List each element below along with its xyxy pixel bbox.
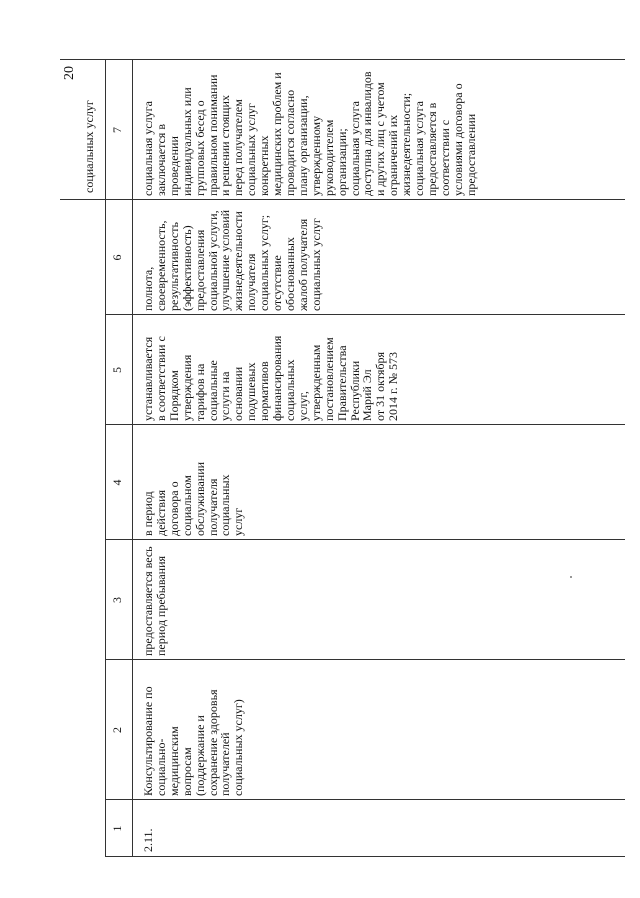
cell-line: получателей [218,732,233,796]
cell-line: предоставляется в [424,102,439,196]
cell-line: социально- [153,738,168,796]
cell-line: групповых бесед о [192,100,207,196]
header-col-3: 3 [110,597,124,603]
previous-row-continuation: социальных услуг [82,100,96,193]
cell-line: социальных услуг) [231,699,246,796]
cell-line: (эффективность) [179,225,194,311]
cell-quality [142,204,323,311]
cell-term [142,429,245,536]
cell-period [142,544,168,656]
cell-tariff [142,319,400,421]
cell-line: получателя [244,253,259,311]
cell-line: предоставления [192,229,207,311]
cell-line: социальных услуг; [257,214,272,311]
cell-line: в соответствии с [153,336,168,421]
header-col-4: 4 [110,479,124,486]
cell-line: социальные [205,360,220,421]
cell-line: утвержденному [308,115,323,196]
header-col-5: 5 [110,367,124,373]
cell-line: отсутствие [270,255,285,311]
cell-line: улучшение условий [218,209,233,311]
cell-line: социальная услуга [347,101,362,196]
header-col-1: 1 [110,825,124,832]
cell-line: заключается в [153,124,168,196]
cell-line: конкретных [257,135,272,196]
cell-line: Консультирование по [141,686,155,796]
cell-line: получателя [205,478,220,536]
cell-line: ограничений их [386,114,401,196]
cell-line: Правительства [334,345,349,421]
cell-line: жалоб получателя [295,218,310,311]
cell-line: жизнедеятельности; [399,92,414,196]
cell-line: действия [153,489,168,536]
header-col-6: 6 [110,254,124,261]
header-col-2: 2 [110,727,124,733]
cell-line: период пребывания [153,555,168,656]
header-bottom-border [132,60,133,857]
col-border-3 [105,539,625,540]
cell-line: обслуживании [192,461,207,536]
cell-line: основании [231,366,246,421]
cell-line: условиями договора о [450,83,465,196]
cell-line: услуг, [295,391,310,421]
cell-line: индивидуальных или [179,87,194,196]
cell-number: 2.11. [141,828,155,852]
cell-line: предоставляется весь [141,546,155,656]
cell-line: результативность [166,222,181,311]
cell-line: нормативов [257,361,272,421]
cell-line: от 31 октября [373,352,388,421]
table-top-border [105,60,106,857]
cell-line: доступна для инвалидов [360,71,375,196]
cell-conditions [142,64,478,196]
cell-line: социальных услуг [244,103,259,196]
cell-line: утверждения [179,354,194,421]
cell-line: и других лиц с учетом [373,82,388,196]
col-border-7 [60,59,625,60]
cell-line: финансирования [270,335,285,421]
cell-line: медицинских проблем и [270,72,285,196]
cell-line: соответствии с [437,119,452,196]
cell-line: проводится согласно [282,89,297,196]
cell-line: социальном [179,475,194,536]
cell-line: перед получателем [231,99,246,196]
cell-line: плану организации, [295,95,310,196]
cell-line: жизнедеятельности [231,211,246,311]
cell-line: медицинским [166,726,181,796]
cell-line: утвержденным [308,344,323,421]
cell-line: (поддержание и [192,715,207,796]
col-border-2 [105,659,625,660]
col-border-1 [105,799,625,800]
cell-line: услуги на [218,371,233,421]
cell-line: правильном понимании [205,74,220,196]
cell-line: руководителем [321,119,336,196]
cell-line: Марий Эл [360,369,375,421]
cell-line: и решении стоящих [218,95,233,196]
cell-line: сохранение здоровья [205,689,220,796]
cell-line: тарифов на [192,363,207,421]
cell-line: подушевых [244,362,259,421]
cell-line: вопросам [179,747,194,796]
cell-line: своевременность, [153,220,168,311]
cell-line: проведении [166,136,181,196]
cell-line: Республики [347,360,362,421]
col-border-5 [105,314,625,315]
cell-line: социальная услуга [412,101,427,196]
cell-service-name [142,664,245,796]
header-col-7: 7 [110,127,124,133]
scan-speck [570,576,572,578]
cell-line: социальных [282,359,297,421]
cell-line: постановлением [321,337,336,421]
cell-line: социальной услуги, [205,210,220,311]
cell-line: социальных услуг [308,218,323,311]
cell-line: договора о [166,481,181,536]
col-border-0 [105,856,625,857]
page-number: 20 [62,66,77,80]
col-border-4 [105,424,625,425]
col-border-6 [60,199,625,200]
cell-line: услуг [231,507,246,536]
cell-line: обоснованных [282,237,297,311]
cell-line: предоставлении [463,113,478,196]
cell-line: социальных [218,474,233,536]
cell-line: Порядком [166,370,181,421]
cell-line: устанавливается [141,336,155,421]
cell-line: в период [141,491,155,536]
cell-line: социальная услуга [141,101,155,196]
cell-line: полнота, [141,266,155,311]
cell-line: организации; [334,128,349,196]
cell-line: 2014 г. № 573 [386,351,401,421]
